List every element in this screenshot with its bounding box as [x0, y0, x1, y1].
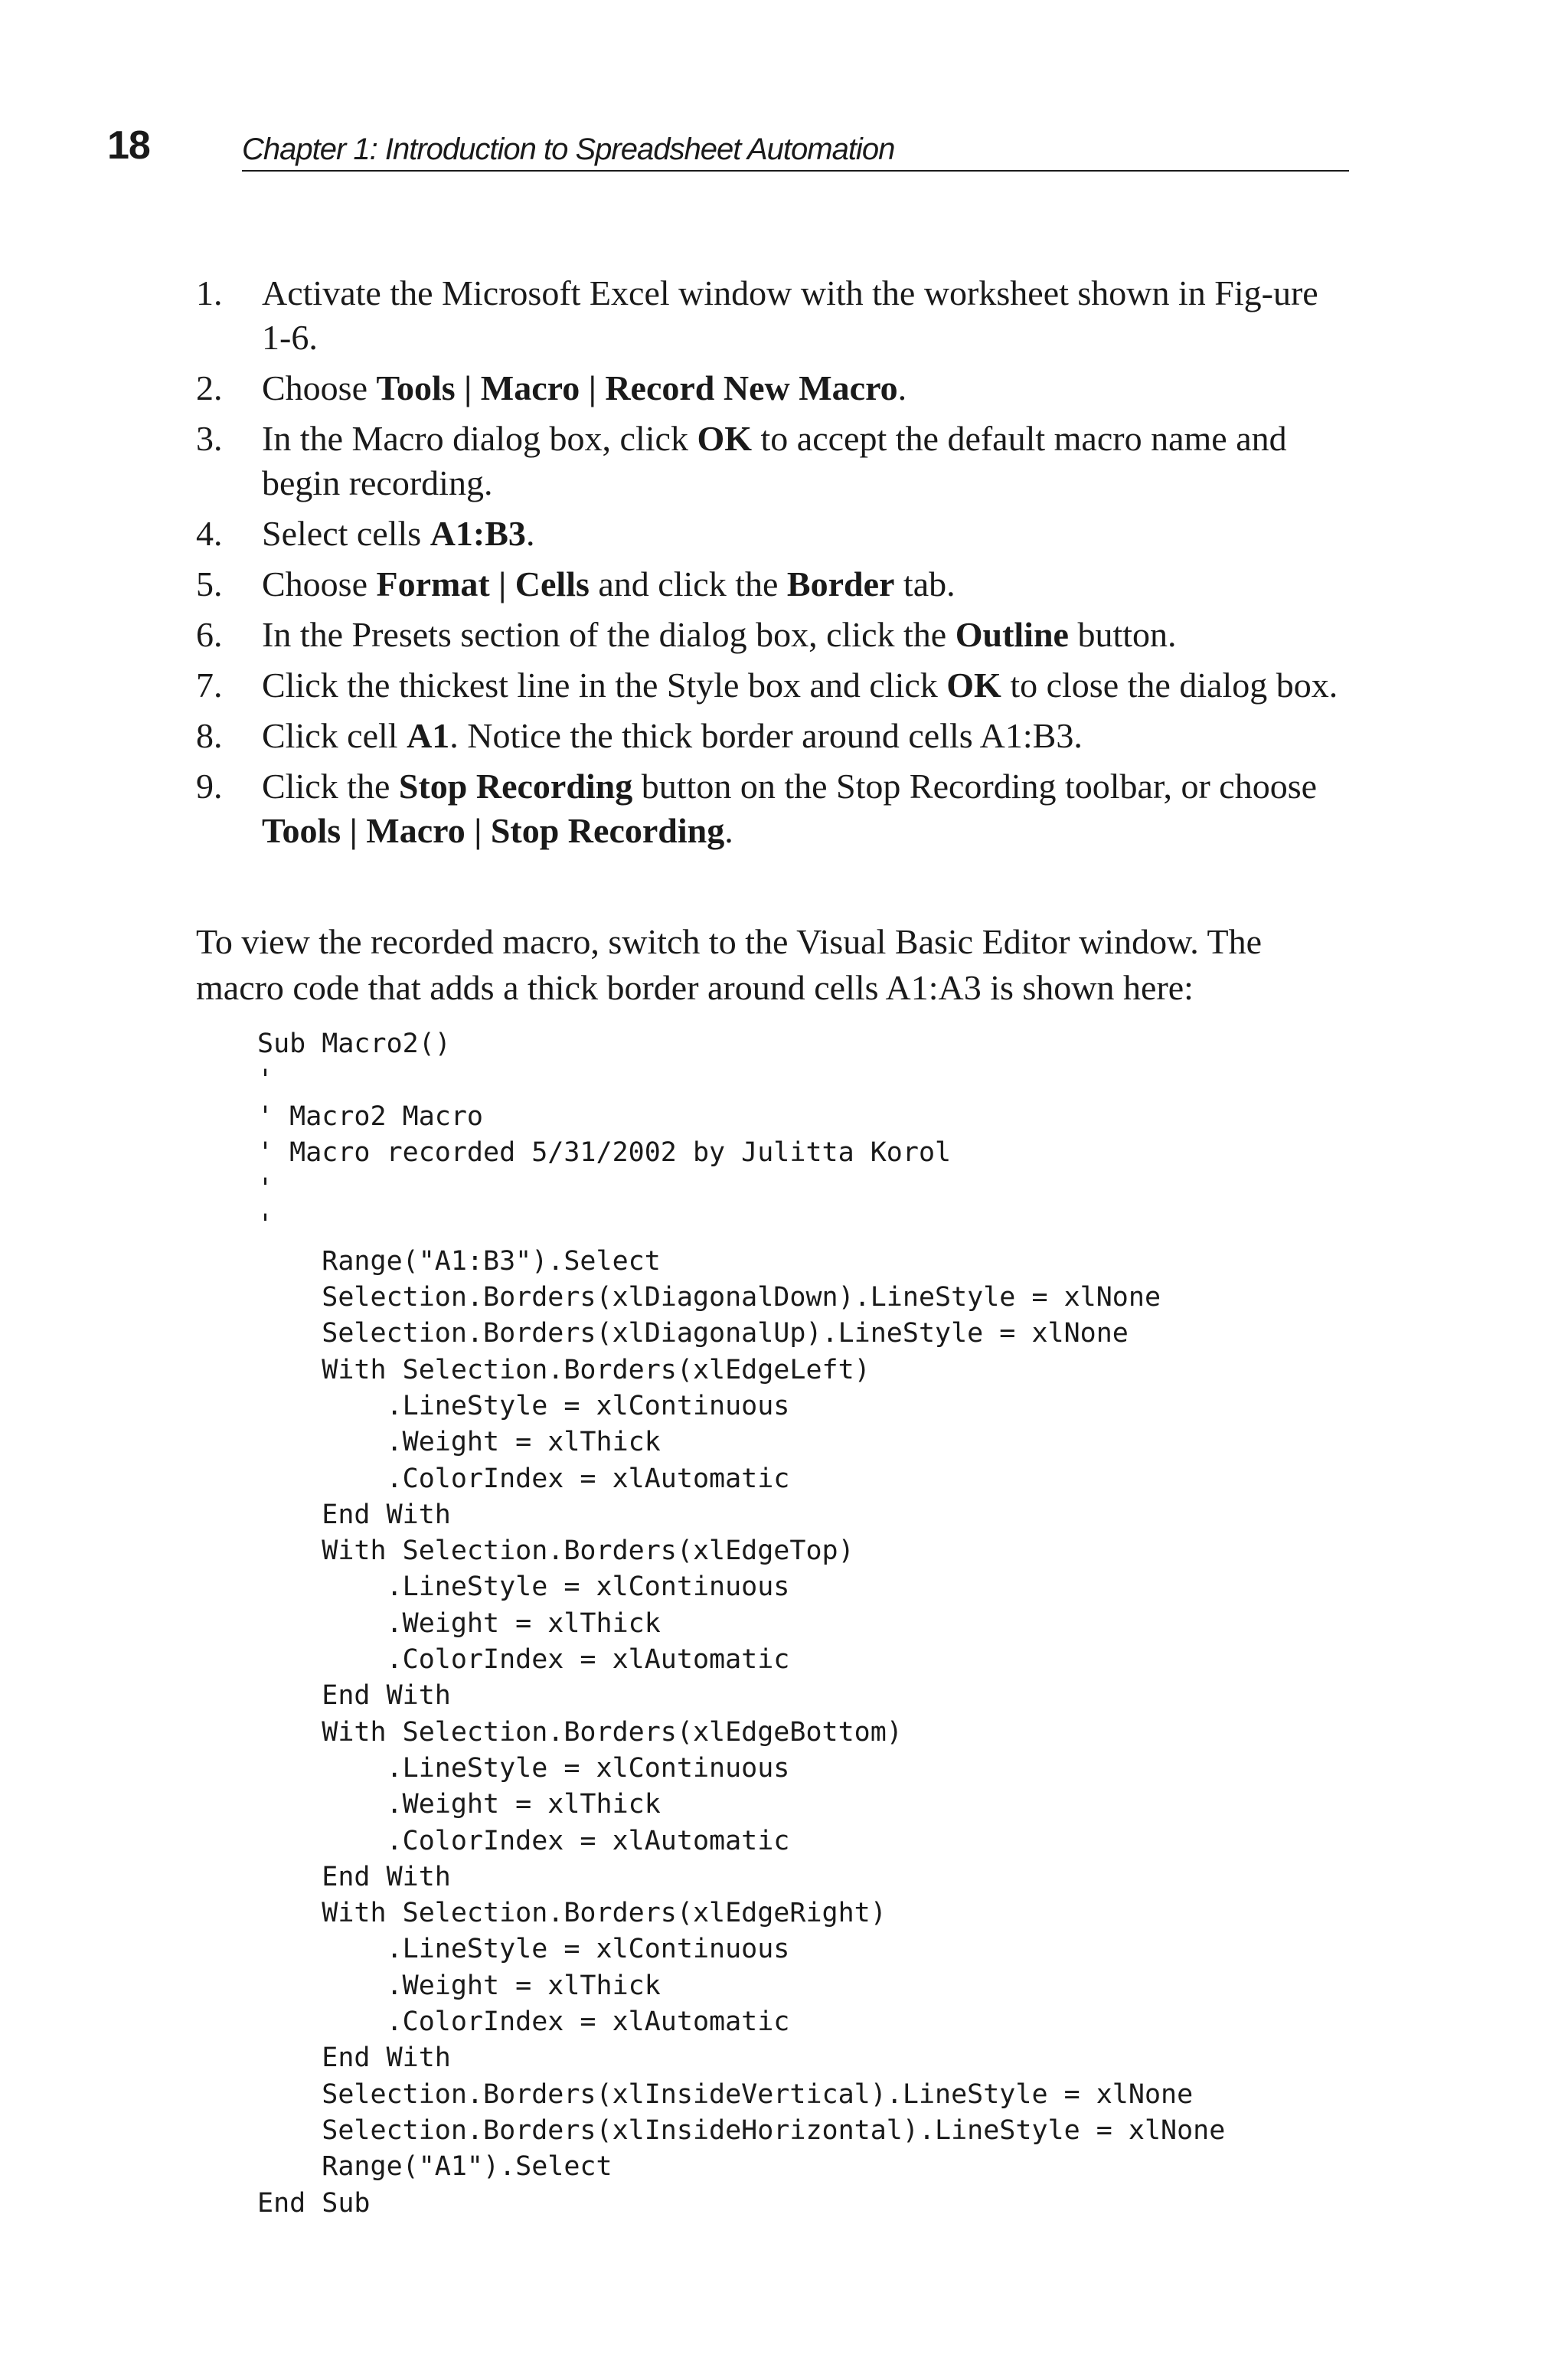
- list-item: [196, 714, 1351, 758]
- list-item: [196, 562, 1351, 607]
- code-line: End With: [257, 2042, 451, 2074]
- code-line: .Weight = xlThick: [257, 1607, 661, 1639]
- steps-list: [196, 271, 1351, 859]
- step-text-segment: tab.: [894, 564, 956, 603]
- page-number: 18: [107, 123, 150, 168]
- step-number: 4.: [196, 514, 223, 553]
- code-block: [257, 1026, 1225, 2222]
- step-text-segment: .: [897, 368, 907, 407]
- step-text: [262, 663, 1351, 708]
- step-text: [262, 764, 1351, 853]
- code-line: ' Macro2 Macro: [257, 1101, 484, 1132]
- step-text: [262, 714, 1351, 758]
- code-line: .Weight = xlThick: [257, 1789, 661, 1820]
- step-text-segment: . Notice the thick border around cells A1:B3.: [449, 716, 1083, 755]
- code-line: ': [257, 1173, 274, 1205]
- step-text-segment: to accept the default macro name and begin recording.: [262, 419, 1287, 502]
- code-line: Sub Macro2(): [257, 1029, 451, 1059]
- code-line: ': [257, 1209, 274, 1241]
- list-item: [196, 417, 1351, 505]
- step-text-segment: Choose: [262, 368, 377, 407]
- step-text: [262, 613, 1351, 657]
- intro-paragraph: To view the recorded macro, switch to the Visual Basic Editor window. The macro code that adds a thick border around cells A1:A3 is shown here:: [196, 922, 1262, 1007]
- step-text: [262, 271, 1351, 360]
- step-bold-term: A1:B3: [430, 514, 526, 553]
- step-text: [262, 562, 1351, 607]
- code-line: Selection.Borders(xlInsideVertical).LineStyle = xlNone: [257, 2078, 1194, 2110]
- code-line: .LineStyle = xlContinuous: [257, 1571, 790, 1603]
- code-line: .Weight = xlThick: [257, 1970, 661, 2001]
- step-text-segment: In the Presets section of the dialog box, click the: [262, 615, 956, 654]
- step-text-segment: Activate the Microsoft Excel window with the worksheet shown in Fig-ure 1-6.: [262, 273, 1318, 357]
- step-text: [262, 512, 1351, 556]
- code-line: Selection.Borders(xlDiagonalUp).LineStyle = xlNone: [257, 1318, 1129, 1349]
- step-bold-term: Tools | Macro | Stop Recording: [262, 811, 725, 850]
- step-number: 9.: [196, 767, 223, 806]
- code-line: Selection.Borders(xlInsideHorizontal).LineStyle = xlNone: [257, 2114, 1226, 2146]
- list-item: [196, 764, 1351, 853]
- code-line: ' Macro recorded 5/31/2002 by Julitta Korol: [257, 1136, 952, 1168]
- list-item: [196, 663, 1351, 708]
- step-bold-term: Stop Recording: [398, 767, 633, 806]
- running-head-text: Chapter 1: Introduction to Spreadsheet Automation: [242, 129, 902, 170]
- code-line: With Selection.Borders(xlEdgeLeft): [257, 1354, 871, 1385]
- step-text-segment: button on the Stop Recording toolbar, or choose: [632, 767, 1318, 806]
- code-line: Range("A1:B3").Select: [257, 1245, 661, 1277]
- step-number: 2.: [196, 368, 223, 407]
- step-number: 3.: [196, 419, 223, 458]
- step-bold-term: OK: [946, 666, 1001, 705]
- code-line: With Selection.Borders(xlEdgeBottom): [257, 1716, 903, 1748]
- step-text-segment: to close the dialog box.: [1001, 666, 1338, 705]
- code-line: End With: [257, 1680, 451, 1712]
- code-line: .ColorIndex = xlAutomatic: [257, 1644, 790, 1676]
- step-bold-term: Outline: [955, 615, 1069, 654]
- list-item: [196, 512, 1351, 556]
- step-text-segment: button.: [1068, 615, 1177, 654]
- step-text-segment: In the Macro dialog box, click: [262, 419, 697, 458]
- code-line: End Sub: [257, 2187, 371, 2219]
- running-head: [242, 129, 1349, 172]
- step-text: [262, 366, 1351, 410]
- step-text: [262, 417, 1351, 505]
- code-line: .LineStyle = xlContinuous: [257, 1390, 790, 1421]
- code-line: End With: [257, 1499, 451, 1530]
- step-number: 1.: [196, 273, 223, 312]
- code-line: .ColorIndex = xlAutomatic: [257, 2006, 790, 2038]
- step-text-segment: and click the: [589, 564, 787, 603]
- step-number: 8.: [196, 716, 223, 755]
- step-text-segment: Click cell: [262, 716, 407, 755]
- code-line: With Selection.Borders(xlEdgeRight): [257, 1898, 887, 1929]
- step-text-segment: Click the: [262, 767, 399, 806]
- step-number: 7.: [196, 666, 223, 705]
- code-line: .Weight = xlThick: [257, 1427, 661, 1458]
- step-text-segment: Click the thickest line in the Style box and click: [262, 666, 947, 705]
- code-line: .ColorIndex = xlAutomatic: [257, 1825, 790, 1856]
- step-bold-term: Format | Cells: [376, 564, 590, 603]
- code-line: End With: [257, 1861, 451, 1892]
- step-text-segment: .: [724, 811, 733, 850]
- step-bold-term: OK: [697, 419, 753, 458]
- code-line: .ColorIndex = xlAutomatic: [257, 1463, 790, 1494]
- step-number: 5.: [196, 564, 223, 603]
- step-bold-term: Tools | Macro | Record New Macro: [376, 368, 898, 407]
- code-line: ': [257, 1065, 274, 1096]
- list-item: [196, 613, 1351, 657]
- step-number: 6.: [196, 615, 223, 654]
- step-text-segment: Select cells: [262, 514, 430, 553]
- step-text-segment: .: [525, 514, 535, 553]
- code-line: Range("A1").Select: [257, 2151, 612, 2183]
- step-text-segment: Choose: [262, 564, 377, 603]
- code-line: With Selection.Borders(xlEdgeTop): [257, 1535, 854, 1567]
- list-item: [196, 366, 1351, 410]
- step-bold-term: Border: [786, 564, 895, 603]
- code-line: .LineStyle = xlContinuous: [257, 1934, 790, 1965]
- code-line: Selection.Borders(xlDiagonalDown).LineStyle = xlNone: [257, 1282, 1161, 1313]
- list-item: [196, 271, 1351, 360]
- code-line: .LineStyle = xlContinuous: [257, 1752, 790, 1784]
- step-bold-term: A1: [407, 716, 450, 755]
